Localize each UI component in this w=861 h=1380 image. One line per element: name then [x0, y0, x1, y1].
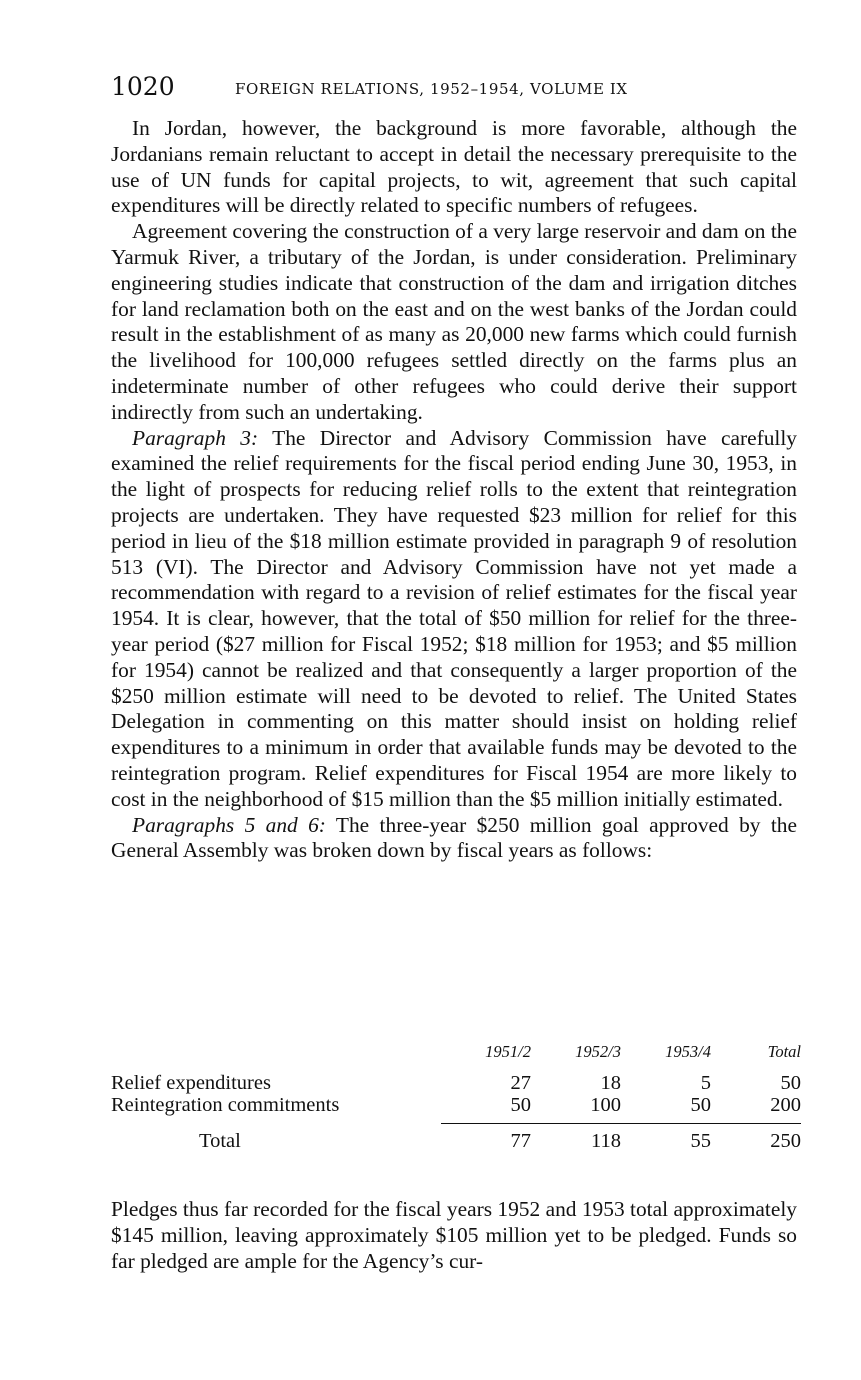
total-cell: 55	[690, 1130, 711, 1152]
total-cell: 250	[770, 1130, 801, 1152]
running-head: FOREIGN RELATIONS, 1952–1954, VOLUME IX	[235, 80, 628, 98]
table-cell: 27	[510, 1072, 531, 1094]
paragraphs-5-and-6	[111, 813, 797, 865]
table-row	[111, 1072, 801, 1094]
table-total-row	[111, 1124, 801, 1153]
row-label: Relief expenditures	[111, 1072, 271, 1094]
column-header: Total	[767, 1042, 801, 1061]
table-cell: 200	[711, 1094, 801, 1124]
total-cell: 77	[510, 1130, 531, 1152]
paragraph-3-label: Paragraph 3:	[132, 425, 259, 450]
paragraph-jordan-background: In Jordan, however, the background is more favorable, although the Jordanians remain reluctant to accept in detail the necessary prerequisite to the use of UN funds for capital projects, to wit, agreement that such capital expenditures will be directly related to specific numbers of refugees.	[111, 116, 797, 218]
body-text	[111, 116, 797, 864]
paragraphs-5-and-6-label: Paragraphs 5 and 6:	[132, 812, 326, 837]
fiscal-breakdown-table	[111, 1042, 801, 1152]
paragraph-pledges: Pledges thus far recorded for the fiscal years 1952 and 1953 total approximately $145 million, leaving approximately $105 million yet to be pledged. Funds so far pledged are ample for the Agency’s cur-	[111, 1197, 797, 1273]
page-header	[111, 70, 801, 104]
table-cell: 50	[441, 1094, 531, 1124]
table-cell: 100	[531, 1094, 621, 1124]
table-cell: 50	[780, 1072, 801, 1094]
column-header: 1953/4	[665, 1042, 711, 1061]
row-label: Reintegration commitments	[111, 1094, 340, 1117]
paragraph-yarmuk-dam: Agreement covering the construction of a very large reservoir and dam on the Yarmuk River, a tributary of the Jordan, is under consideration. Preliminary engineering studies indicate that construction of the dam and irrigation ditches for land reclamation both on the east and on the west banks of the Jordan could result in the establishment of as many as 20,000 new farms which could furnish the livelihood for 100,000 refugees settled directly on the farms plus an indeterminate number of other refugees who could derive their support indirectly from such an undertaking.	[111, 219, 797, 424]
table-cell: 5	[700, 1072, 711, 1094]
total-label: Total	[199, 1129, 241, 1152]
total-cell: 118	[591, 1130, 621, 1152]
table-cell: 50	[621, 1094, 711, 1124]
paragraph-3-text: The Director and Advisory Commission have carefully examined the relief requirements for the fiscal period ending June 30, 1953, in the light of prospects for reducing relief rolls to the extent that reintegration projects are undertaken. They have requested $23 million for relief for this period in lieu of the $18 million estimate provided in paragraph 9 of resolution 513 (VI). The Director and Advisory Commission have not yet made a recommendation with regard to a revision of relief estimates for the fiscal year 1954. It is clear, however, that the total of $50 million for relief for the three-year period ($27 million for Fiscal 1952; $18 million for 1953; and $5 million for 1954) cannot be realized and that consequently a larger proportion of the $250 million estimate will need to be devoted to relief. The United States Delegation in commenting on this matter should insist on holding relief expenditures to a minimum in order that available funds may be devoted to the reintegration program. Relief expenditures for Fiscal 1954 are more likely to cost in the neighborhood of $15 million than the $5 million initially estimated.	[111, 425, 797, 811]
table-cell: 18	[600, 1072, 621, 1094]
column-header: 1952/3	[575, 1042, 621, 1061]
table-row	[111, 1094, 801, 1124]
pledges-text	[111, 1197, 797, 1274]
paragraphs-5-and-6-text: The three-year $250 million goal approved by the General Assembly was broken down by fiscal years as follows:	[111, 812, 797, 863]
paragraph-3	[111, 426, 797, 813]
table-header-row	[111, 1042, 801, 1072]
page-number: 1020	[111, 72, 175, 101]
column-header: 1951/2	[485, 1042, 531, 1061]
